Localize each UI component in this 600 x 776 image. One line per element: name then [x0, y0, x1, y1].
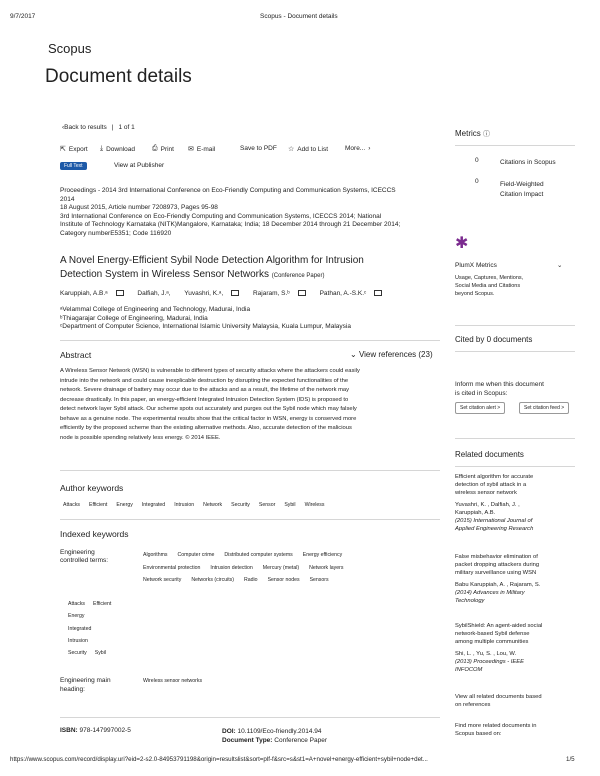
save-to-pdf-button[interactable]: Save to PDF	[240, 145, 277, 152]
related-document: SybilShield: An agent-aided social network-based Sybil defense among multiple communities Shi, L. , Yu, S. , Lou, W. (2013) Proceedings - IEEE INFOCOM	[455, 622, 575, 674]
print-button[interactable]: ⎙ Print	[152, 145, 174, 153]
download-button[interactable]: ⤓ Download	[100, 145, 136, 153]
engineering-controlled-label: Engineering controlled terms:	[60, 549, 109, 564]
author-keywords-heading: Author keywords	[60, 483, 124, 493]
plumx-description: Usage, Captures, Mentions, Social Media and Citations beyond Scopus.	[455, 275, 524, 297]
engineering-main-heading: Wireless sensor networks	[143, 678, 203, 684]
source-title[interactable]: Proceedings - 2014 3rd International Conference on Eco-Friendly Computing and Communication Systems, ICECCS	[60, 187, 396, 194]
article-title: A Novel Energy-Efficient Sybil Node Detection Algorithm for Intrusion Detection System in Wireless Sensor Networks (Conference Paper)	[60, 255, 364, 280]
uncontrolled-terms: Attacks Efficient Energy Integrated Intrusion Security Sybil	[68, 601, 112, 657]
metrics-heading: Metrics ⓘ	[455, 129, 491, 138]
source-year: 2014	[60, 195, 75, 203]
chevron-down-icon: ⌄	[350, 350, 359, 359]
info-icon[interactable]: ⓘ	[483, 131, 491, 138]
indexed-keywords-heading: Indexed keywords	[60, 529, 129, 539]
keyword: Energy	[116, 502, 133, 508]
scopus-logo[interactable]: Scopus	[48, 41, 92, 56]
keyword: Sensor	[258, 502, 276, 508]
plumx-logo-icon: ✱	[455, 235, 469, 252]
abstract-heading: Abstract	[60, 350, 92, 360]
mail-icon: ✉	[188, 146, 194, 153]
view-references-link[interactable]: ⌄ View references (23)	[350, 350, 433, 359]
keyword: Attacks	[63, 502, 81, 508]
nav-separator: |	[111, 124, 114, 131]
citations-count: 0	[475, 157, 479, 164]
view-at-publisher-link[interactable]: View at Publisher	[114, 162, 165, 169]
divider	[455, 351, 575, 352]
author-link[interactable]: Pathan, A.-S.K.ᶜ	[320, 290, 389, 297]
affiliation: ᵃVelammal College of Engineering and Technology, Madurai, India	[60, 306, 251, 313]
mail-icon	[231, 290, 239, 296]
author-link[interactable]: Yuvashri, K.ᵃ,	[184, 290, 245, 297]
conference-location: Institute of Technology Karnataka (NITK)Mangalore, Karnataka; India; 18 December 2014 through 21 December 2014;	[60, 221, 401, 228]
author-list	[60, 290, 394, 297]
abstract-text: A Wireless Sensor Network (WSN) is vulnerable to different types of security attacks where the attackers could easily intrude into the network and could cause inexplicable destruction by disrupting the expected functionalities of the network. Severe drainage of battery may occur due to the attacks and as a result, the lifetime of the network may decrease drastically. In this paper, an energy-efficient Integrated Intrusion Detection System (IDS) is proposed to detect network layer Sybil attack. Our scheme spots out accurately and purges out the Sybil node which may falsely behave as a genuine node. The experimental results show that the critical factor in WSN, energy is conserved more efficiently by the proposed scheme than the existing alternative methods. Also, accurate detection of the malicious node is possible spending relatively less energy. © 2014 IEEE.	[60, 368, 360, 441]
star-icon: ☆	[288, 146, 295, 153]
source-info	[60, 187, 440, 238]
author-keywords-list	[63, 502, 324, 508]
divider	[60, 470, 440, 471]
divider	[60, 717, 440, 718]
more-button[interactable]: More... ›	[345, 145, 371, 152]
email-button[interactable]: ✉ E-mail	[188, 145, 216, 153]
engineering-main-heading-label: Engineering main heading:	[60, 677, 111, 693]
result-nav	[62, 124, 135, 131]
author-link[interactable]: Dalfiah, J.ᵃ,	[137, 290, 171, 297]
add-to-list-button[interactable]: ☆ Add to List	[288, 145, 328, 153]
doi-link[interactable]: 10.1109/Eco-friendly.2014.94	[237, 728, 322, 735]
author-link[interactable]: Rajaram, S.ᵇ	[253, 290, 312, 297]
affiliation: ᵇThiagarajar College of Engineering, Madurai, India	[60, 314, 208, 322]
chevron-left-icon: ‹	[62, 124, 65, 131]
related-document-title[interactable]: SybilShield: An agent-aided social network-based Sybil defense among multiple communities	[455, 623, 543, 645]
affiliations	[60, 306, 351, 332]
keyword: Wireless	[304, 502, 325, 508]
fwci-label: Field-Weighted Citation Impact	[500, 181, 544, 198]
author-link[interactable]: Karuppiah, A.B.ᵃ	[60, 290, 130, 297]
isbn: ISBN: 978-147997002-5	[60, 727, 131, 734]
print-page-number: 1/5	[566, 756, 575, 763]
mail-icon	[116, 290, 124, 296]
citation-alert-info: Inform me when this document is cited in Scopus:	[455, 381, 544, 397]
related-document-title[interactable]: False misbehavior elimination of packet dropping attackers during military surveillance using WSN	[455, 554, 540, 576]
print-date: 9/7/2017	[10, 13, 36, 20]
download-icon: ⤓	[100, 145, 104, 152]
keyword: Sybil	[284, 502, 296, 508]
printer-icon: ⎙	[152, 145, 158, 152]
set-citation-feed-button[interactable]: Set citation feed >	[519, 402, 569, 414]
citations-label: Citations in Scopus	[500, 159, 556, 166]
find-more-related: Find more related documents in Scopus based on:	[455, 723, 537, 737]
page-title: Document details	[45, 66, 192, 87]
divider	[455, 145, 575, 146]
related-documents-heading: Related documents	[455, 450, 524, 459]
view-all-related-link[interactable]: View all related documents based on references	[455, 694, 542, 708]
chevron-right-icon: ›	[368, 145, 371, 152]
related-document-title[interactable]: Efficient algorithm for accurate detection of sybil attack in a wireless sensor network	[455, 474, 534, 496]
print-title: Scopus - Document details	[260, 13, 338, 20]
print-url: https://www.scopus.com/record/display.uri?eid=2-s2.0-84953791198&origin=resultslist&sort=plf-f&src=s&st1=A+novel+energy-efficient+sybil+node+det...	[10, 756, 428, 763]
related-document: False misbehavior elimination of packet dropping attackers during military surveillance using WSN Babu Karuppiah, A. , Rajaram, S. (2014) Advances in Military Technology	[455, 553, 575, 605]
divider	[455, 466, 575, 467]
export-button[interactable]: ⇱ Export	[60, 145, 88, 153]
fwci-count: 0	[475, 178, 479, 185]
pager: 1 of 1	[118, 124, 135, 131]
plumx-title: PlumX Metrics	[455, 262, 497, 269]
document-type-label: (Conference Paper)	[271, 273, 325, 279]
conference-info: 3rd International Conference on Eco-Friendly Computing and Communication Systems, ICECCS 2014; National	[60, 212, 382, 220]
divider	[60, 519, 440, 520]
engineering-controlled-terms: Algorithms Computer crime Distributed computer systems Energy efficiency Environmental protection Intrusion detection Mercury (metal) Network layers Network security Networks (circuits) Radio Sensor nodes Sensors	[143, 552, 344, 583]
keyword: Security	[231, 502, 250, 508]
keyword: Intrusion	[174, 502, 195, 508]
divider	[455, 325, 575, 326]
divider	[455, 438, 575, 439]
category-code: Category numberE5351; Code 116920	[60, 229, 172, 237]
cited-by-heading: Cited by 0 documents	[455, 335, 533, 344]
set-citation-alert-button[interactable]: Set citation alert >	[455, 402, 505, 414]
chevron-down-icon[interactable]: ⌄	[557, 262, 563, 269]
affiliation: ᶜDepartment of Computer Science, International Islamic University Malaysia, Kuala Lumpur, Malaysia	[60, 323, 351, 330]
article-number: 18 August 2015, Article number 7208973, Pages 95-98	[60, 204, 218, 211]
back-to-results-link[interactable]: ‹Back to results	[62, 124, 107, 131]
keyword: Integrated	[141, 502, 166, 508]
full-text-badge[interactable]: Full Text	[60, 162, 87, 170]
mail-icon	[298, 290, 306, 296]
related-document: Efficient algorithm for accurate detection of sybil attack in a wireless sensor network Yuvashri, K. , Dalfiah, J. , Karuppiah, A.B. (2015) International Journal of Applied Engineering Research	[455, 473, 575, 533]
mail-icon	[374, 290, 382, 296]
divider	[60, 340, 440, 341]
keyword: Network	[203, 502, 223, 508]
doi-and-type: DOI: 10.1109/Eco-friendly.2014.94 Document Type: Conference Paper	[222, 728, 328, 744]
export-icon: ⇱	[60, 146, 66, 153]
keyword: Efficient	[89, 502, 108, 508]
